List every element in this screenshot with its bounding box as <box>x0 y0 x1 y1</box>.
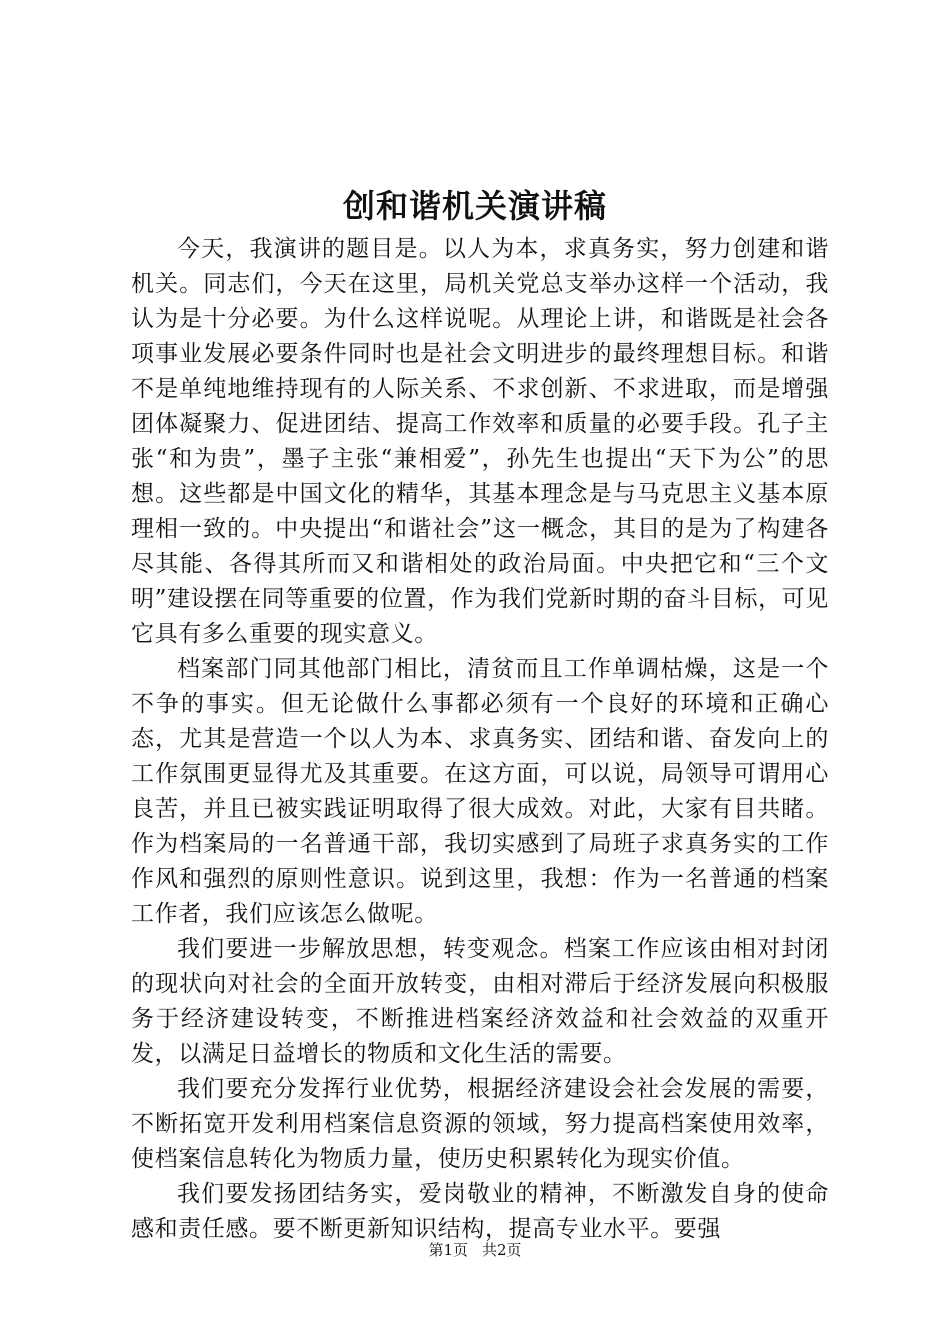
paragraph: 档案部门同其他部门相比，清贫而且工作单调枯燥，这是一个不争的事实。但无论做什么事都必须有一个良好的环境和正确心态，尤其是营造一个以人为本、求真务实、团结和谐、奋发向上的工作氛围更显得尤及其重要。在这方面，可以说，局领导可谓用心良苦，并且已被实践证明取得了很大成效。对此，大家有目共睹。作为档案局的一名普通干部，我切实感到了局班子求真务实的工作作风和强烈的原则性意识。说到这里，我想：作为一名普通的档案工作者，我们应该怎么做呢。 <box>131 656 829 927</box>
page-footer <box>0 1240 950 1260</box>
paragraph: 我们要发扬团结务实，爱岗敬业的精神，不断激发自身的使命感和责任感。要不断更新知识结构，提高专业水平。要强 <box>131 1181 829 1242</box>
paragraph: 我们要充分发挥行业优势，根据经济建设会社会发展的需要，不断拓宽开发利用档案信息资源的领域，努力提高档案使用效率，使档案信息转化为物质力量，使历史积累转化为现实价值。 <box>131 1076 829 1172</box>
page-number-current: 第1页 <box>428 1241 468 1259</box>
page-number-total: 共2页 <box>482 1241 522 1259</box>
paragraph: 今天，我演讲的题目是。以人为本，求真务实，努力创建和谐机关。同志们，今天在这里，局机关党总支举办这样一个活动，我认为是十分必要。为什么这样说呢。从理论上讲，和谐既是社会各项事业发展必要条件同时也是社会文明进步的最终理想目标。和谐不是单纯地维持现有的人际关系、不求创新、不求进取，而是增强团体凝聚力、促进团结、提高工作效率和质量的必要手段。孔子主张“和为贵”，墨子主张“兼相爱”，孙先生也提出“天下为公”的思想。这些都是中国文化的精华，其基本理念是与马克思主义基本原理相一致的。中央提出“和谐社会”这一概念，其目的是为了构建各尽其能、各得其所而又和谐相处的政治局面。中央把它和“三个文明”建设摆在同等重要的位置，作为我们党新时期的奋斗目标，可见它具有多么重要的现实意义。 <box>131 236 829 647</box>
document-title: 创和谐机关演讲稿 <box>342 187 607 225</box>
document-body <box>131 232 829 1247</box>
paragraph: 我们要进一步解放思想，转变观念。档案工作应该由相对封闭的现状向对社会的全面开放转变，由相对滞后于经济发展向积极服务于经济建设转变，不断推进档案经济效益和社会效益的双重开发，以满足日益增长的物质和文化生活的需要。 <box>131 936 829 1067</box>
